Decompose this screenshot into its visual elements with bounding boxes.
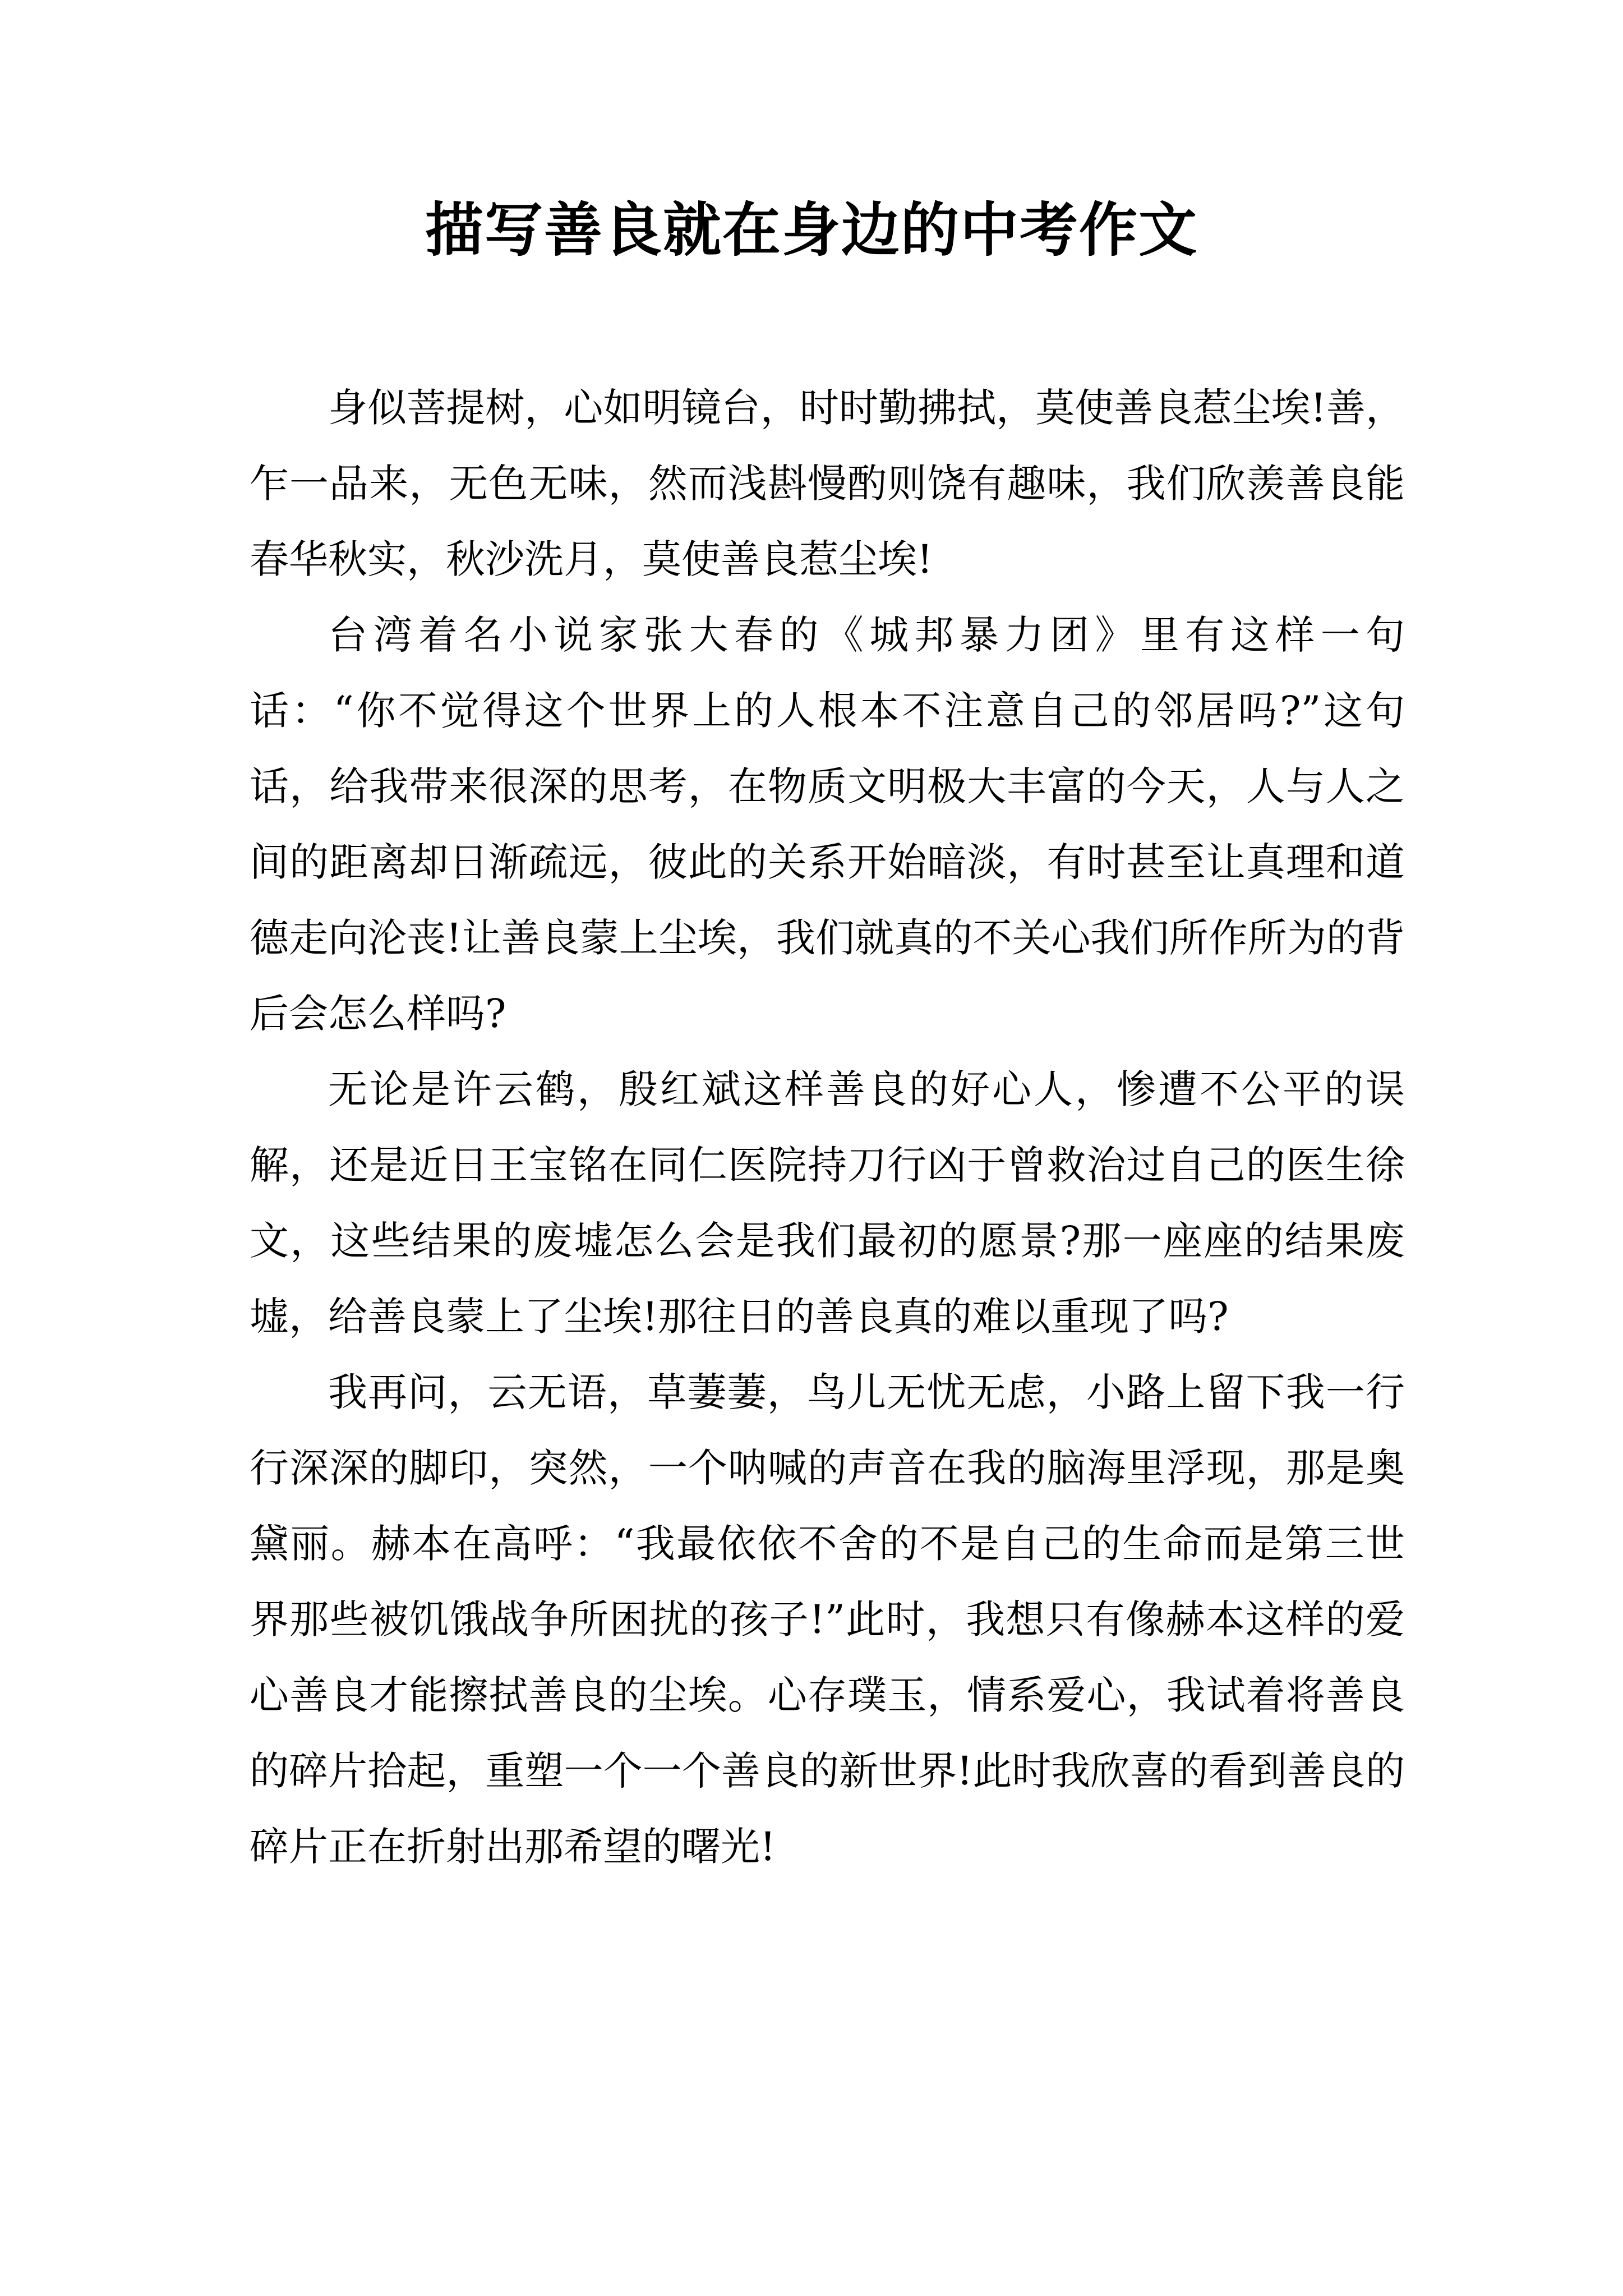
document-title: 描写善良就在身边的中考作文 — [425, 195, 1198, 264]
document-body — [250, 370, 1405, 1885]
paragraph: 台湾着名小说家张大春的《城邦暴力团》里有这样一句话：“你不觉得这个世界上的人根本不注意自己的邻居吗?”这句话，给我带来很深的思考，在物质文明极大丰富的今天，人与人之间的距离却日渐疏远，彼此的关系开始暗淡，有时甚至让真理和道德走向沦丧!让善良蒙上尘埃，我们就真的不关心我们所作所为的背后会怎么样吗? — [250, 612, 1405, 1037]
paragraph: 身似菩提树，心如明镜台，时时勤拂拭，莫使善良惹尘埃!善，乍一品来，无色无味，然而浅斟慢酌则饶有趣味，我们欣羡善良能春华秋实，秋沙洗月，莫使善良惹尘埃! — [250, 385, 1405, 582]
paragraph: 无论是许云鹤，殷红斌这样善良的好心人，惨遭不公平的误解，还是近日王宝铭在同仁医院持刀行凶于曾救治过自己的医生徐文，这些结果的废墟怎么会是我们最初的愿景?那一座座的结果废墟，给善良蒙上了尘埃!那往日的善良真的难以重现了吗? — [250, 1066, 1405, 1340]
paragraph: 我再问，云无语，草萋萋，鸟儿无忧无虑，小路上留下我一行行深深的脚印，突然，一个呐喊的声音在我的脑海里浮现，那是奥黛丽。赫本在高呼：“我最依依不舍的不是自己的生命而是第三世界那些被饥饿战争所困扰的孩子!”此时，我想只有像赫本这样的爱心善良才能擦拭善良的尘埃。心存璞玉，情系爱心，我试着将善良的碎片拾起，重塑一个一个善良的新世界!此时我欣喜的看到善良的碎片正在折射出那希望的曙光! — [250, 1369, 1405, 1870]
